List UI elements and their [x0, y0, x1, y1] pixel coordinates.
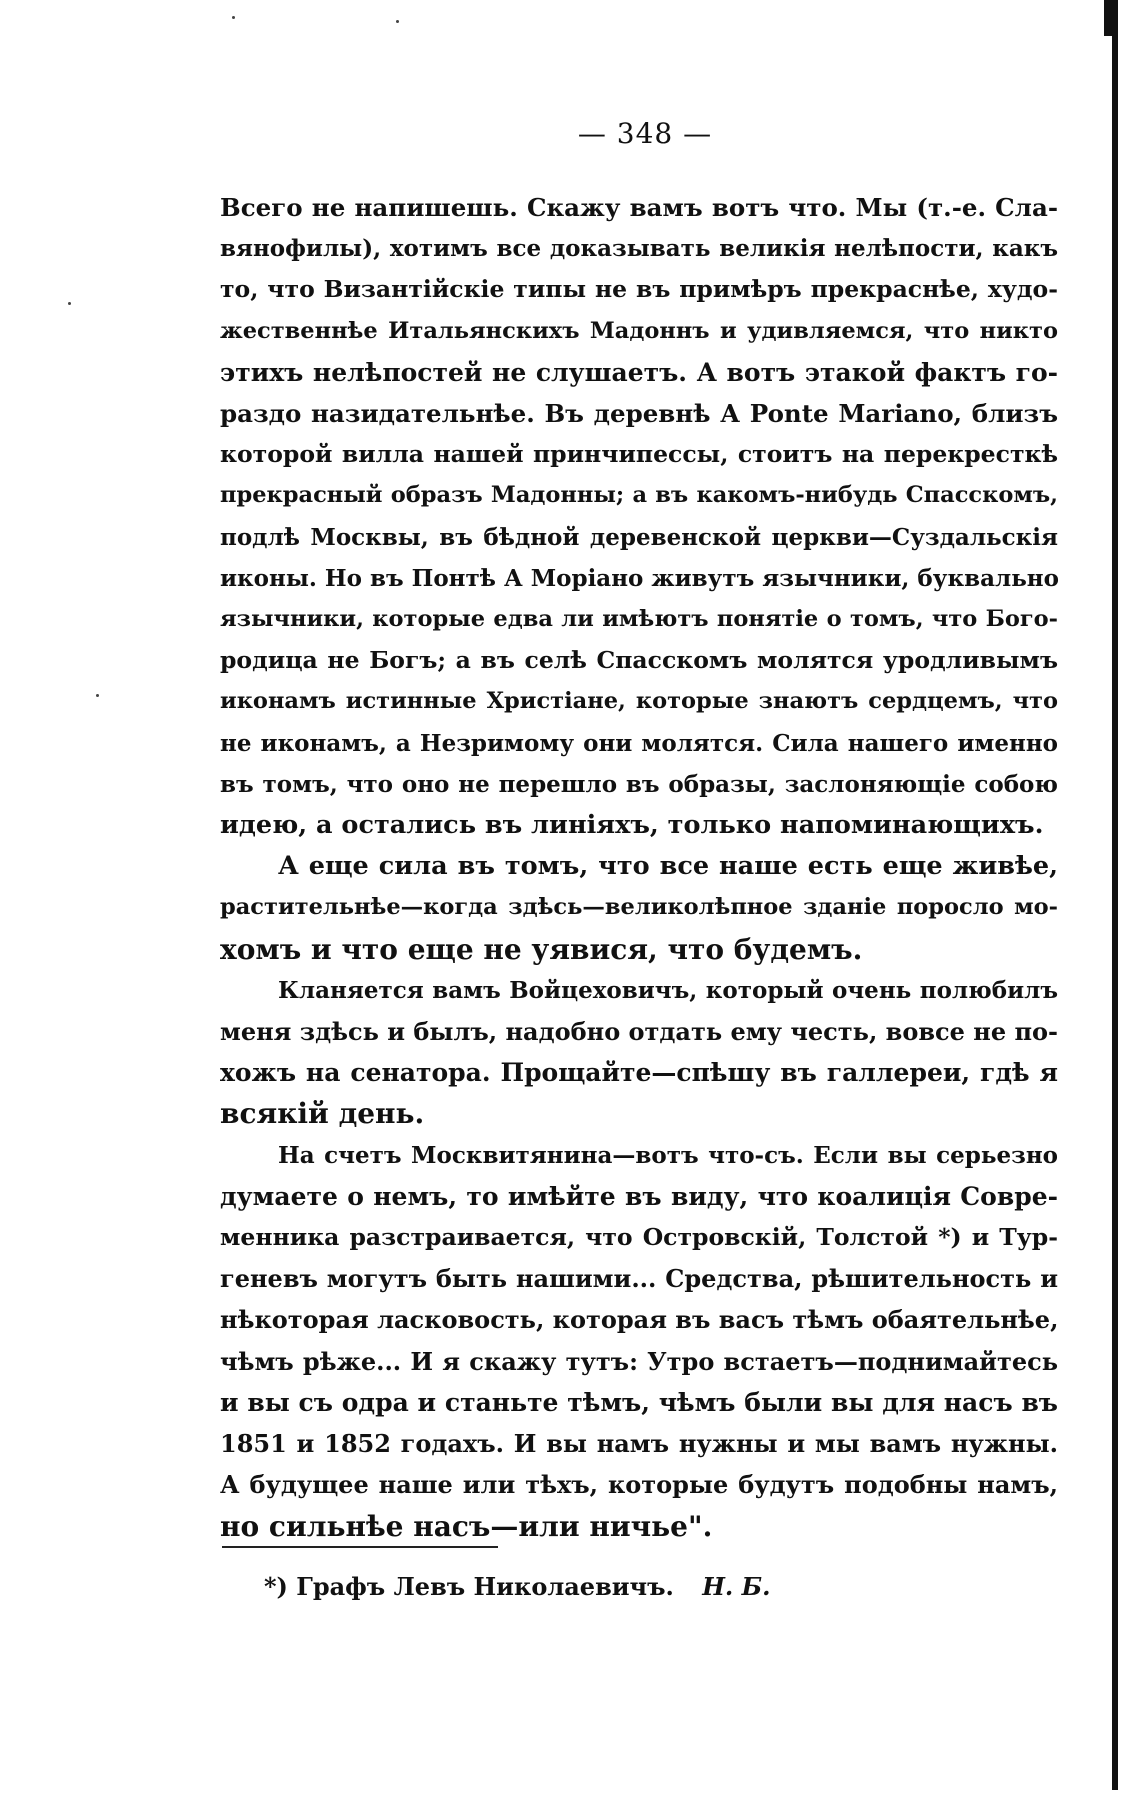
text-line: иконы. Но въ Понтѣ А Моріано живутъ язычники, буквально — [220, 564, 1059, 592]
text-line: Всего не напишешь. Скажу вамъ вотъ что. Мы (т.-е. Сла- — [220, 193, 1058, 222]
text-line: всякій день. — [220, 1097, 425, 1131]
print-speck — [68, 302, 71, 305]
text-line: этихъ нелѣпостей не слушаетъ. А вотъ этакой фактъ го- — [220, 357, 1058, 387]
text-line: 1851 и 1852 годахъ. И вы намъ нужны и мы вамъ нужны. — [220, 1429, 1058, 1459]
text-line: которой вилла нашей принчипессы, стоитъ на перекресткѣ — [220, 440, 1058, 469]
print-speck — [232, 16, 235, 19]
text-line: язычники, которые едва ли имѣютъ понятіе о томъ, что Бого- — [220, 606, 1058, 633]
text-line: думаете о немъ, то имѣйте въ виду, что коалиція Совре- — [220, 1181, 1058, 1211]
print-speck — [396, 20, 399, 23]
page-edge-rule — [1112, 0, 1118, 1790]
text-line: меня здѣсь и былъ, надобно отдать ему честь, вовсе не по- — [220, 1017, 1058, 1047]
text-line: не иконамъ, а Незримому они молятся. Сила нашего именно — [220, 729, 1058, 757]
body-text — [220, 187, 1058, 1547]
text-line: идею, а остались въ линіяхъ, только напоминающихъ. — [220, 810, 1044, 841]
text-line: менника разстраивается, что Островскій, Толстой *) и Тур- — [220, 1223, 1058, 1252]
text-line: чѣмъ рѣже... И я скажу тутъ: Утро встаетъ—поднимайтесь — [220, 1346, 1058, 1376]
text-line: прекрасный образъ Мадонны; а въ какомъ-нибудь Спасскомъ, — [220, 482, 1058, 509]
text-line: иконамъ истинные Христіане, которые знаютъ сердцемъ, что — [220, 688, 1058, 715]
footnote-initials: Н. Б. — [702, 1572, 771, 1601]
footnote-divider — [222, 1546, 498, 1548]
text-line: и вы съ одра и станьте тѣмъ, чѣмъ были вы для насъ въ — [220, 1387, 1058, 1417]
text-line: въ томъ, что оно не перешло въ образы, заслоняющіе собою — [220, 770, 1058, 798]
text-line: родица не Богъ; а въ селѣ Спасскомъ молятся уродливымъ — [220, 646, 1058, 675]
text-line: раздо назидательнѣе. Въ деревнѣ А Ponte Mariano, близъ — [220, 399, 1058, 429]
text-line: А будущее наше или тѣхъ, которые будутъ подобны намъ, — [220, 1470, 1058, 1500]
page-number: — 348 — — [577, 117, 713, 150]
text-line: но сильнѣе насъ—или ничье". — [220, 1509, 713, 1543]
text-line: А еще сила въ томъ, что все наше есть еще живѣе, — [278, 851, 1058, 882]
print-speck — [96, 694, 99, 697]
text-line: Кланяется вамъ Войцеховичъ, который очень полюбилъ — [278, 976, 1058, 1004]
footnote-text: *) Графъ Левъ Николаевичъ. — [264, 1572, 674, 1601]
text-line: хомъ и что еще не уявися, что будемъ. — [220, 932, 863, 966]
text-line: На счетъ Москвитянина—вотъ что-съ. Если вы серьезно — [278, 1141, 1058, 1169]
text-line: подлѣ Москвы, въ бѣдной деревенской церкви—Суздальскія — [220, 523, 1058, 551]
text-line: растительнѣе—когда здѣсь—великолѣпное зданіе поросло мо- — [220, 894, 1058, 921]
text-line: то, что Византійскіе типы не въ примѣръ прекраснѣе, худо- — [220, 275, 1058, 304]
text-line: жественнѣе Итальянскихъ Мадоннъ и удивляемся, что никто — [220, 317, 1058, 344]
footnote — [264, 1572, 770, 1601]
text-line: хожъ на сенатора. Прощайте—спѣшу въ галлереи, гдѣ я — [220, 1058, 1058, 1088]
text-line: вянофилы), хотимъ все доказывать великія нелѣпости, какъ — [220, 235, 1058, 263]
text-line: геневъ могутъ быть нашими... Средства, рѣшительность и — [220, 1264, 1058, 1294]
text-line: нѣкоторая ласковость, которая въ васъ тѣмъ обаятельнѣе, — [220, 1305, 1059, 1335]
